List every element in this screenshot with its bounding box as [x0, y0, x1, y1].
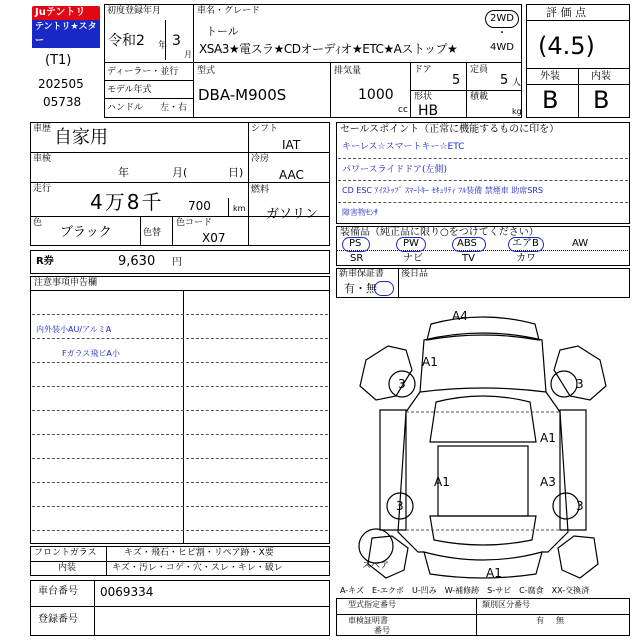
sales-point-2: パワースライドドア(左側): [342, 165, 448, 175]
color-change-label: 色替: [143, 228, 162, 238]
lot-number-1: 202505: [38, 77, 84, 91]
exterior-label: 外装: [540, 71, 560, 82]
exterior-grade: B: [542, 86, 559, 114]
sales-point-1: キーレス☆スマートキー☆ETC: [342, 142, 465, 152]
shape-value: HB: [418, 103, 439, 119]
inspection-month: 月(: [172, 166, 188, 179]
damage-mark-left-front: A1: [422, 355, 438, 369]
mileage-value: 4万8千: [90, 190, 164, 214]
logo-top: Juテントリ: [32, 6, 100, 20]
damage-legend: A-キズ E-エクボ U-凹み W-補修跡 S-サビ C-腐食 XX-交換済: [340, 586, 590, 595]
model-value: DBA-M900S: [198, 86, 287, 104]
load-label: 積載: [470, 92, 489, 102]
auction-logo: [32, 6, 100, 46]
recycle-unit: 円: [172, 257, 182, 268]
damage-mark-front: A4: [452, 309, 468, 323]
inspection-day: 日): [228, 166, 244, 179]
model-label: 型式: [197, 66, 216, 76]
usage-label: 車歴: [33, 124, 52, 134]
displacement-unit: cc: [398, 105, 408, 115]
color-value: ブラック: [60, 225, 112, 240]
model-year-label: モデル年式: [107, 85, 152, 95]
warranty-label: 新車保証書: [339, 269, 385, 279]
chassis-label: 車台番号: [38, 586, 78, 597]
doors-label: ドア: [414, 65, 432, 75]
interior-cond-label: 内装: [58, 563, 77, 573]
mileage-unit: km: [233, 204, 246, 213]
capacity-unit: 人: [512, 78, 522, 88]
grade-value: (4.5): [538, 32, 595, 60]
warranty-none-circle: [374, 281, 394, 296]
fuel-label: 燃料: [251, 185, 270, 195]
equip-abs: ABS: [457, 238, 477, 249]
registration-month: 3: [172, 33, 181, 49]
damage-mark-wheel-rr: 3: [576, 499, 584, 513]
front-glass-value: キズ・飛石・ヒビ割・リペア跡・X要: [124, 548, 274, 558]
equip-pw: PW: [403, 238, 419, 249]
damage-mark-wheel-fl: 3: [398, 377, 406, 391]
load-unit: kg: [512, 107, 522, 116]
registration-month-suffix: 月: [184, 50, 192, 59]
shape-label: 形状: [414, 92, 433, 102]
mileage-sub: 700: [188, 199, 211, 213]
interior-label: 内装: [591, 71, 611, 82]
car-grade: XSA3★電スラ★CDオーデｨオ★ETC★Aストップ★: [199, 42, 458, 56]
damage-mark-right-rear: A3: [540, 475, 556, 489]
dealer-label: ディーラー・並行: [107, 67, 179, 77]
interior-cond-value: キズ・汚レ・コゲ・穴・スレ・キレ・破レ: [112, 563, 283, 573]
note-line-1: 内外装小AU/アルミA: [36, 325, 112, 334]
drive-dot: ・: [497, 28, 507, 39]
damage-mark-right: A1: [540, 431, 556, 445]
lot-number-2: 05738: [43, 95, 82, 109]
front-glass-label: フロントガラス: [34, 548, 97, 558]
drive-4wd: 4WD: [490, 42, 514, 53]
equipment-label: 装備品（純正品に限り○をつけてください）: [340, 227, 539, 238]
mileage-label: 走行: [33, 184, 52, 194]
color-label: 色: [33, 218, 43, 228]
registration-year-suffix: 年: [158, 41, 168, 51]
color-code-label: 色コード: [176, 218, 213, 228]
car-name-label: 車名・グレード: [197, 6, 261, 16]
handle-label: ハンドル: [107, 103, 144, 113]
registration-era: 令和2: [108, 33, 145, 49]
footer-model-label: 型式指定番号: [348, 600, 396, 609]
equip-sr: SR: [350, 253, 364, 264]
recycle-value: 9,630: [118, 254, 156, 269]
doors-value: 5: [452, 73, 461, 88]
equip-ps: PS: [349, 238, 362, 249]
displacement-label: 排気量: [334, 66, 362, 76]
header-box: [104, 4, 522, 118]
logo-bottom: テントリ★スター: [32, 20, 100, 48]
chassis-value: 0069334: [100, 585, 154, 599]
equip-tv: TV: [462, 253, 475, 264]
warranty-value: 有・無: [344, 282, 377, 295]
aircon-label: 冷房: [251, 154, 270, 164]
car-name: トール: [206, 25, 239, 38]
capacity-label: 定員: [470, 65, 489, 75]
equip-airbag: エアB: [512, 238, 539, 249]
shift-value: IAT: [282, 138, 301, 152]
car-damage-diagram: [336, 300, 630, 584]
capacity-value: 5: [500, 73, 509, 88]
sales-point-4: 障害物ｾﾝｻ: [342, 208, 378, 217]
damage-mark-rear: A1: [486, 566, 502, 580]
shift-label: シフト: [251, 124, 279, 134]
aircon-value: AAC: [279, 168, 304, 182]
recycle-label: R券: [36, 256, 54, 267]
lot-code: (T1): [45, 53, 72, 68]
fuel-value: ガソリン: [266, 207, 319, 222]
footer-cert-label: 車検証明書: [348, 616, 388, 625]
grade-label: 評 価 点: [546, 6, 586, 19]
equip-aw: AW: [572, 238, 589, 249]
note-line-2: Fガラス飛ビA小: [62, 349, 120, 358]
registration-label: 初度登録年月: [107, 6, 162, 16]
equip-leather: カワ: [516, 253, 536, 264]
registration-no-label: 登録番号: [38, 614, 78, 625]
footer-yes: 有: [536, 616, 544, 625]
usage-value: 自家用: [54, 127, 108, 148]
owner-label: 後日品: [401, 269, 429, 279]
displacement-value: 1000: [358, 87, 394, 103]
damage-mark-wheel-fr: 3: [576, 377, 584, 391]
equip-navi: ナビ: [403, 253, 423, 264]
notes-label: 注意事項申告欄: [34, 278, 98, 288]
spare-label: スペア: [362, 561, 390, 571]
interior-grade: B: [593, 86, 610, 114]
damage-mark-left-rear: A1: [434, 475, 450, 489]
footer-no: 無: [556, 616, 564, 625]
handle-value: 左・右: [160, 103, 188, 113]
footer-class-label: 類別区分番号: [482, 600, 530, 609]
inspection-year: 年: [118, 166, 129, 179]
sales-point-3: CD ESC ｱｲｽﾄｯﾌﾟ ｽﾏｰﾄｷｰ ｾｷｭﾘﾃｨ ﾌﾙ装備 禁煙車 助席SRS: [342, 186, 543, 195]
damage-mark-wheel-rl: 3: [396, 499, 404, 513]
sales-points-label: セールスポイント（正常に機能するものに印を）: [340, 124, 560, 135]
drive-2wd: 2WD: [490, 13, 514, 24]
inspection-label: 車検: [33, 154, 52, 164]
color-code: X07: [202, 231, 226, 245]
footer-no-label: 番号: [374, 626, 390, 635]
